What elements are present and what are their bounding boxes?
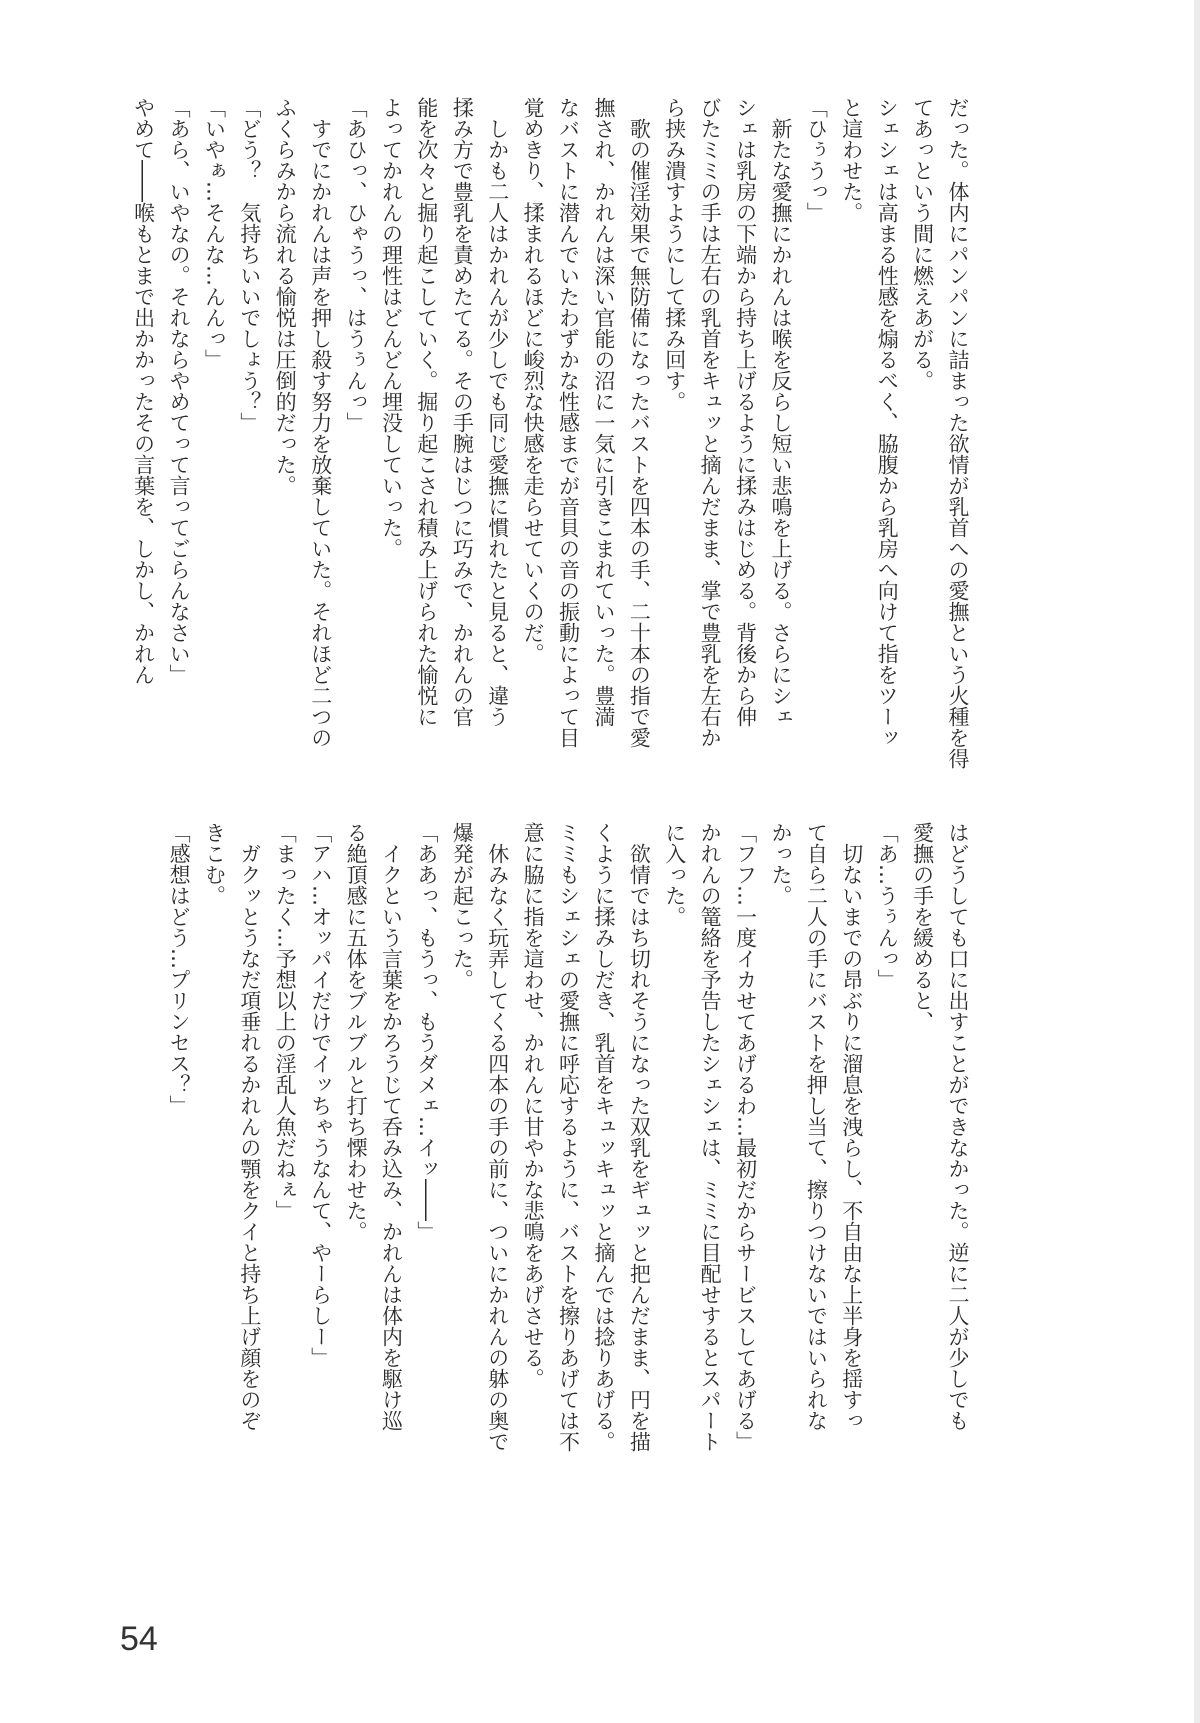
text-line: て自ら二人の手にバストを押し当て、擦りつけないではいられな xyxy=(804,822,829,1431)
text-line: 「感想はどう…プリンセス？」 xyxy=(167,822,192,1116)
text-line: 「どう？ 気持ちいいでしょう？」 xyxy=(237,97,262,433)
text-line: 意に脇に指を這わせ、かれんに甘やかな悲鳴をあげさせる。 xyxy=(521,822,546,1389)
text-line: 「アハ…オッパイだけでイッちゃうなんて、やーらしー」 xyxy=(308,822,333,1368)
text-line: に入った。 xyxy=(662,822,687,927)
text-line: 「あ…うぅんっ」 xyxy=(875,822,900,990)
text-line: 「ああっ、もうっ、もうダメェ…イッ――」 xyxy=(414,822,439,1242)
text-line: ミミもシェシェの愛撫に呼応するように、バストを擦りあげては不 xyxy=(556,822,581,1452)
text-line: 撫され、かれんは深い官能の沼に一気に引きこまれていった。豊満 xyxy=(591,97,616,727)
text-line: ら挟み潰すようにして揉み回す。 xyxy=(662,97,687,412)
text-line: はどうしても口に出すことができなかった。逆に二人が少しでも xyxy=(946,822,970,1431)
text-line: 「あひっ、ひゃうっ、はうぅんっ」 xyxy=(344,97,369,433)
text-line: 覚めきり、揉まれるほどに峻烈な快感を走らせていくのだ。 xyxy=(521,97,546,664)
text-line: 能を次々と掘り起こしていく。掘り起こされ積み上げられた愉悦に xyxy=(414,97,439,727)
text-line: 切ないまでの昂ぶりに溜息を洩らし、不自由な上半身を揺すっ xyxy=(839,822,864,1431)
text-line: 「あら、いやなの。それならやめてって言ってごらんなさい」 xyxy=(167,97,192,685)
text-block-top xyxy=(125,97,975,797)
text-line: ガクッとうなだ項垂れるかれんの顎をクイと持ち上げ顔をのぞ xyxy=(237,822,262,1431)
text-line: イクという言葉をかろうじて呑み込み、かれんは体内を駆け巡 xyxy=(379,822,404,1431)
text-line: すでにかれんは声を押し殺す努力を放棄していた。それほど二つの xyxy=(308,97,333,748)
text-line: 欲情ではち切れそうになった双乳をギュッと把んだまま、円を描 xyxy=(627,822,652,1452)
text-line: しかも二人はかれんが少しでも同じ愛撫に慣れたと見ると、違う xyxy=(485,97,510,727)
text-line: きこむ。 xyxy=(202,822,227,906)
text-line: 爆発が起こった。 xyxy=(450,822,475,990)
text-block-bottom xyxy=(161,822,975,1522)
text-line: かった。 xyxy=(768,822,793,906)
text-line: やめて――喉もとまで出かかったその言葉を、しかし、かれん xyxy=(131,97,156,685)
text-line: と這わせた。 xyxy=(839,97,864,223)
text-line: だった。体内にパンパンに詰まった欲情が乳首への愛撫という火種を得 xyxy=(946,97,970,769)
text-line: 「ひぅうっ」 xyxy=(804,97,829,223)
text-line: 新たな愛撫にかれんは喉を反らし短い悲鳴を上げる。さらにシェ xyxy=(768,97,793,727)
text-line: 「まったく…予想以上の淫乱人魚だねぇ」 xyxy=(273,822,298,1221)
text-line: てあっという間に燃えあがる。 xyxy=(910,97,935,391)
text-line: よってかれんの理性はどんどん埋没していった。 xyxy=(379,97,404,559)
page-edge xyxy=(1194,0,1200,1723)
text-line: 揉み方で豊乳を責めたてる。その手腕はじつに巧みで、かれんの官 xyxy=(450,97,475,727)
text-line: ふくらみから流れる愉悦は圧倒的だった。 xyxy=(273,97,298,496)
page-number: 54 xyxy=(120,1620,158,1658)
text-line: る絶頂感に五体をブルブルと打ち慄わせた。 xyxy=(344,822,369,1242)
text-line: シェは乳房の下端から持ち上げるように揉みはじめる。背後から伸 xyxy=(733,97,758,727)
text-line: シェシェは高まる性感を煽るべく、脇腹から乳房へ向けて指をツーッ xyxy=(875,97,900,748)
text-line: びたミミの手は左右の乳首をキュッと摘んだまま、掌で豊乳を左右か xyxy=(698,97,723,748)
text-line: 休みなく玩弄してくる四本の手の前に、ついにかれんの躰の奥で xyxy=(485,822,510,1452)
text-line: かれんの篭絡を予告したシェシェは、ミミに目配せするとスパート xyxy=(698,822,723,1452)
text-line: 「フフ…一度イカせてあげるわ…最初だからサービスしてあげる」 xyxy=(733,822,758,1452)
text-line: 歌の催淫効果で無防備になったバストを四本の手、二十本の指で愛 xyxy=(627,97,652,748)
text-line: くように揉みしだき、乳首をキュッキュッと摘んでは捻りあげる。 xyxy=(591,822,616,1452)
text-line: 「いやぁ…そんな…んんっ」 xyxy=(202,97,227,370)
text-line: なバストに潜んでいたわずかな性感までが音貝の音の振動によって目 xyxy=(556,97,581,748)
text-line: 愛撫の手を緩めると、 xyxy=(910,822,935,1032)
